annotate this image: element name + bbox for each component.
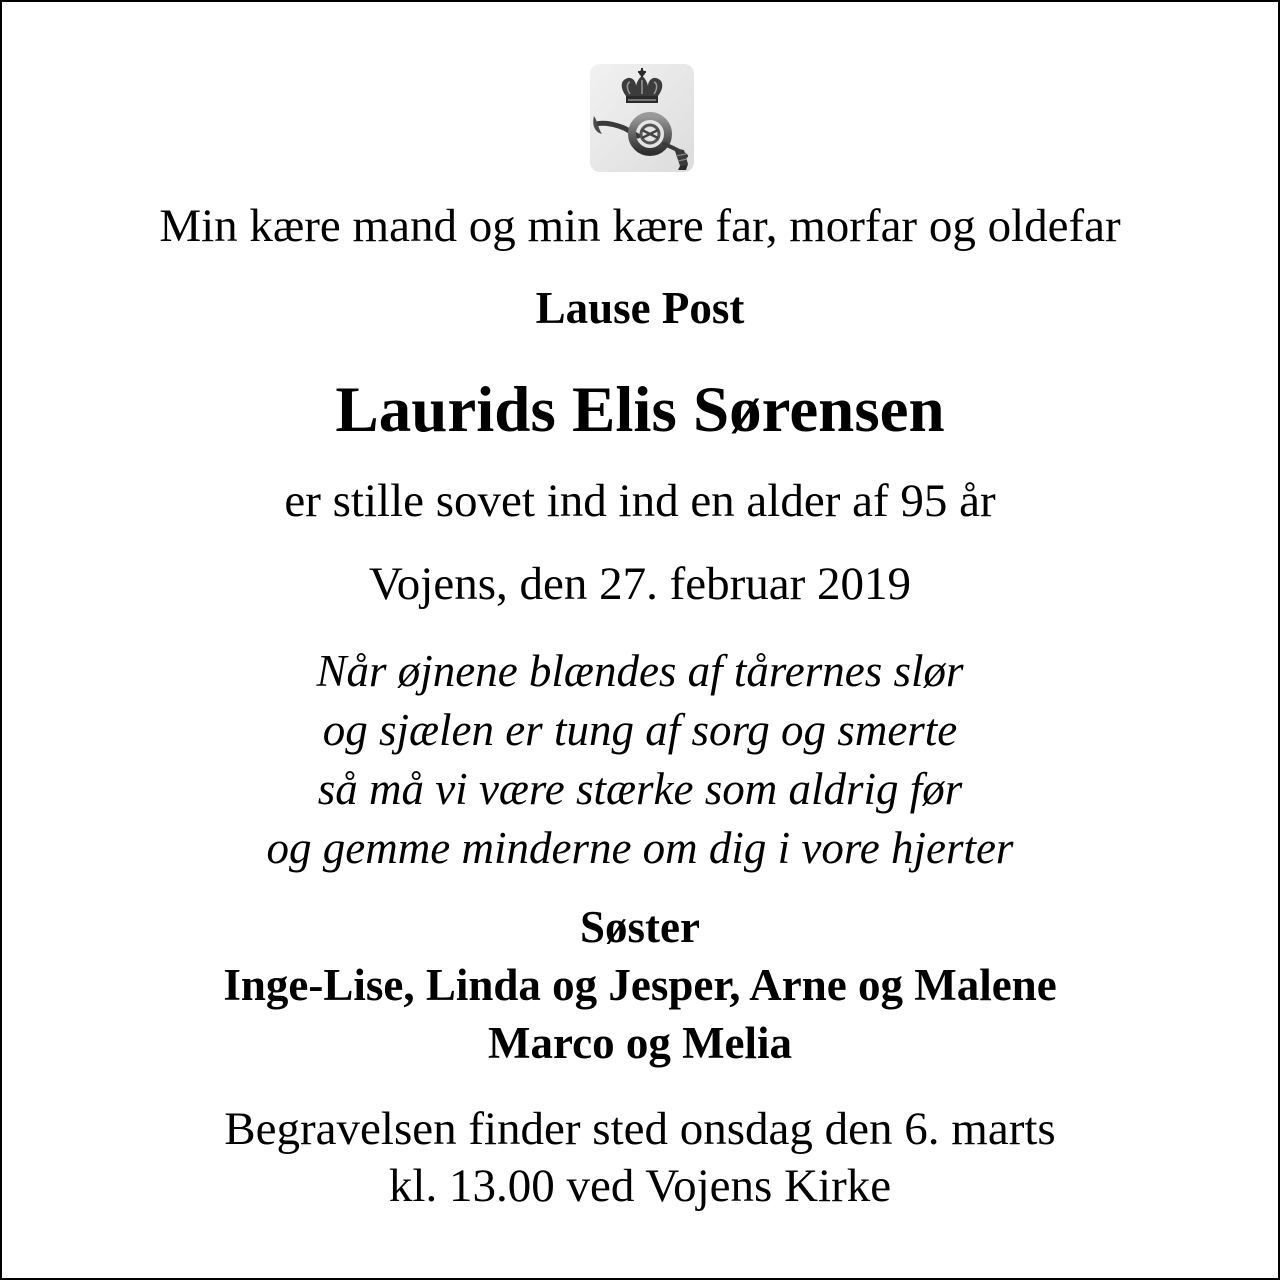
family-line: Inge-Lise, Linda og Jesper, Arne og Malene bbox=[223, 960, 1057, 1010]
deceased-name: Laurids Elis Sørensen bbox=[335, 374, 945, 446]
verse-line: så må vi være stærke som aldrig før bbox=[317, 764, 963, 814]
verse-line: Når øjnene blændes af tårernes slør bbox=[316, 646, 964, 696]
funeral-line: Begravelsen finder sted onsdag den 6. marts bbox=[224, 1103, 1056, 1155]
family-line: Marco og Melia bbox=[487, 1018, 793, 1068]
age-line: er stille sovet ind ind en alder af 95 år bbox=[284, 475, 996, 527]
funeral-info bbox=[2, 1101, 1278, 1215]
intro-line: Min kære mand og min kære far, morfar og oldefar bbox=[159, 200, 1121, 252]
funeral-line: kl. 13.00 ved Vojens Kirke bbox=[388, 1160, 892, 1212]
verse-line: og sjælen er tung af sorg og smerte bbox=[322, 705, 958, 755]
family-line: Søster bbox=[580, 902, 700, 952]
affiliation-line: Lause Post bbox=[535, 283, 745, 333]
memorial-verse bbox=[2, 642, 1278, 878]
place-date-line: Vojens, den 27. februar 2019 bbox=[368, 558, 912, 610]
crown-posthorn-icon bbox=[590, 64, 694, 172]
verse-line: og gemme minderne om dig i vore hjerter bbox=[266, 823, 1014, 873]
family-signature bbox=[2, 898, 1278, 1072]
